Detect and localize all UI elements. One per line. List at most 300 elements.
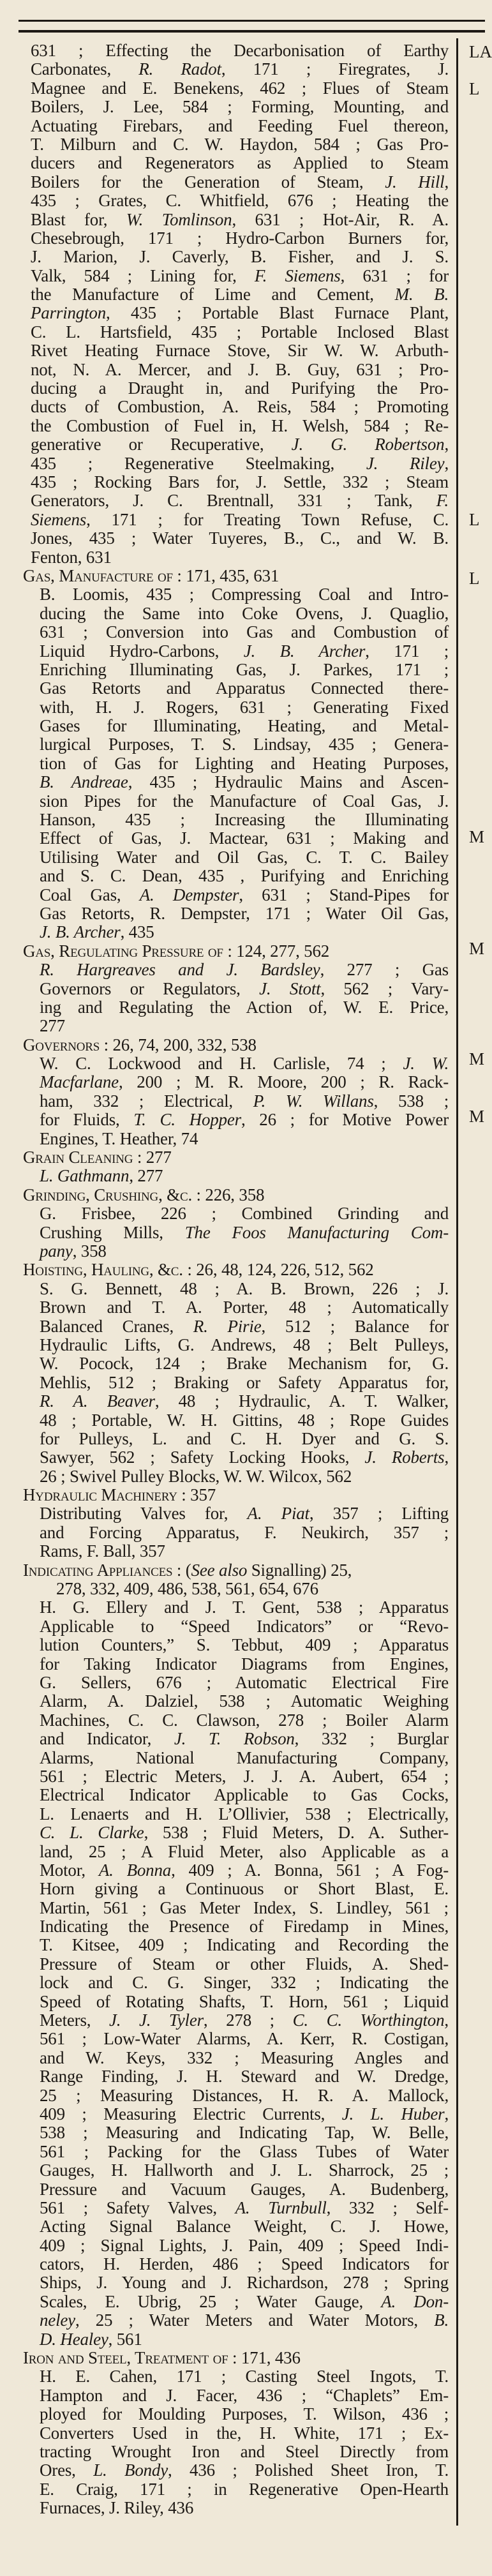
index-line xyxy=(31,529,450,548)
italic-name: C. L. Clarke xyxy=(40,1823,144,1843)
italic-name: D. Healey xyxy=(40,2329,108,2349)
text-run: W. Pocock, 124 ; Brake Mechanism for, G. xyxy=(40,1354,449,1374)
text-run: 561 ; Safety Valves, xyxy=(40,2198,235,2217)
cropped-letter: M xyxy=(469,1107,485,1126)
text-run: C. L. Hartsfield, 435 ; Portable Inclosed Blast xyxy=(31,322,449,341)
text-run: B. Loomis, 435 ; Compressing Coal and Intro- xyxy=(40,585,449,604)
text-run: 631 ; Conversion into Gas and Combustion of xyxy=(40,622,449,642)
text-run: Pressure and Vacuum Gauges, A. Budenberg, xyxy=(40,2179,449,2199)
text-run: Boilers for the Generation of Steam, xyxy=(31,172,385,191)
italic-name: J. Riley xyxy=(366,453,445,473)
text-run: ducing a Draught in, and Purifying the Pro- xyxy=(31,378,449,398)
text-run: Magnee and E. Benekens, 462 ; Flues of Steam xyxy=(31,78,449,98)
index-line xyxy=(40,1204,450,1223)
index-line xyxy=(31,117,450,135)
index-line xyxy=(40,1017,450,1035)
text-run: , 436 ; Polished Sheet Iron, T. xyxy=(168,2460,449,2480)
text-run: 561 ; Packing for the Glass Tubes of Water xyxy=(40,2141,449,2161)
text-run: 409 ; Measuring Electric Currents, xyxy=(40,2104,342,2123)
text-run: lock and C. G. Singer, 332 ; Indicating the xyxy=(40,1973,449,1993)
text-run: the Combustion of Fuel in, H. Welsh, 584 ; Re- xyxy=(31,416,449,435)
index-line xyxy=(40,1542,450,1561)
index-line xyxy=(40,2386,450,2405)
heading-title: Governors xyxy=(23,1035,100,1054)
index-line xyxy=(31,173,450,191)
text-run: Ships, J. Young and J. Richardson, 278 ; Spring xyxy=(40,2273,449,2293)
text-run: cators, H. Herden, 486 ; Speed Indicators for xyxy=(40,2254,449,2274)
header-rule-top xyxy=(19,20,485,22)
index-line xyxy=(40,848,450,867)
text-run: Coal Gas, xyxy=(40,885,140,904)
text-run: : 357 xyxy=(177,1485,216,1505)
text-run: , xyxy=(444,2104,449,2123)
index-line xyxy=(40,2480,450,2499)
italic-name: J. T. Robson xyxy=(174,1729,295,1749)
text-run: G. Sellers, 676 ; Automatic Electrical Fire xyxy=(40,1672,449,1692)
index-line xyxy=(40,1092,450,1111)
text-run: , 538 ; Fluid Meters, D. A. Suther- xyxy=(144,1823,449,1843)
text-run: Indicating the Presence of Firedamp in Mines, xyxy=(40,1917,449,1936)
italic-name: T. C. Hopper xyxy=(133,1110,241,1130)
text-run: tracting Wrought Iron and Steel Directly from xyxy=(40,2442,449,2461)
index-line xyxy=(31,511,450,529)
italic-name: R. Radot xyxy=(138,59,221,79)
text-run: , xyxy=(444,435,449,454)
index-line xyxy=(31,211,450,229)
text-run: Motor, xyxy=(40,1860,99,1880)
italic-name: L. Bondy xyxy=(93,2460,168,2480)
italic-name: B. Andreae xyxy=(40,772,128,792)
italic-name: A. Piat xyxy=(247,1504,309,1524)
index-line xyxy=(40,1298,450,1317)
index-line xyxy=(40,2461,450,2480)
index-line xyxy=(40,998,450,1017)
index-line xyxy=(40,642,450,661)
index-line xyxy=(40,2180,450,2199)
index-line xyxy=(40,754,450,773)
text-run: and Indicator, xyxy=(40,1729,174,1749)
text-run: not, N. A. Mercer, and J. B. Guy, 631 ; Pro- xyxy=(31,359,449,379)
index-line xyxy=(40,867,450,885)
index-line xyxy=(40,1861,450,1880)
text-run: land, 25 ; A Fluid Meter, also Applicable as a xyxy=(40,1841,449,1861)
index-line xyxy=(40,961,450,979)
text-run: Converters Used in the, H. White, 171 ; Ex- xyxy=(40,2423,449,2443)
italic-name: B. xyxy=(434,2310,449,2330)
text-run: , 561 xyxy=(108,2329,142,2349)
index-line xyxy=(40,2011,450,2030)
index-line xyxy=(40,811,450,829)
text-run: : 171, 436 xyxy=(228,2348,301,2368)
text-run: , 358 xyxy=(72,1241,107,1261)
text-run: Enriching Illuminating Gas, J. Parkes, 171 ; xyxy=(40,659,449,679)
index-line xyxy=(40,1430,450,1448)
text-run: , 171 ; xyxy=(365,641,449,661)
index-line xyxy=(31,191,450,210)
italic-name: C. C. Worthington xyxy=(292,2011,445,2030)
text-run: Gases for Illuminating, Heating, and Metal- xyxy=(40,716,449,736)
index-line xyxy=(40,1843,450,1861)
index-heading xyxy=(23,942,450,961)
index-line xyxy=(40,1392,450,1411)
text-run: Martin, 561 ; Gas Meter Index, S. Lindley, 561 ; xyxy=(40,1898,449,1917)
text-run: 409 ; Signal Lights, J. Pain, 409 ; Speed Indi- xyxy=(40,2235,449,2255)
text-run: 435 ; Grates, C. Whitfield, 676 ; Heating the xyxy=(31,191,449,211)
text-run: Horn giving a Continuous or Short Blast, E. xyxy=(40,1879,449,1899)
text-run: for Taking Indicator Diagrams from Engines, xyxy=(40,1654,449,1674)
text-run: Sawyer, 562 ; Safety Locking Hooks, xyxy=(40,1448,365,1467)
text-run: Governors or Regulators, xyxy=(40,978,260,998)
text-run: , 562 ; Vary- xyxy=(320,978,449,998)
text-run: , 512 ; Balance for xyxy=(261,1316,449,1336)
heading-title: Indicating Appliances xyxy=(23,1560,173,1580)
text-run: Furnaces, J. Riley, 436 xyxy=(40,2498,194,2518)
heading-title: Gas, Manufacture of xyxy=(23,565,173,585)
text-run: Gas Retorts and Apparatus Connected there- xyxy=(40,678,449,698)
index-line xyxy=(40,2293,450,2311)
heading-title: Hoisting, Hauling, &c. xyxy=(23,1260,183,1280)
text-run: Crushing Mills, xyxy=(40,1222,185,1242)
heading-title: Grinding, Crushing, &c. xyxy=(23,1185,192,1204)
italic-name: R. Hargreaves and J. Bardsley xyxy=(40,960,320,980)
index-line xyxy=(40,698,450,717)
index-line xyxy=(40,1317,450,1336)
index-line xyxy=(40,2499,450,2517)
italic-name: P. W. Willans xyxy=(253,1091,374,1111)
text-run: , xyxy=(444,1448,449,1467)
text-run: Engines, T. Heather, 74 xyxy=(40,1128,198,1148)
text-run: Electrical Indicator Applicable to Gas Cocks, xyxy=(40,1785,449,1805)
text-run: Machines, C. C. Clawson, 278 ; Boiler Alarm xyxy=(40,1710,449,1730)
index-line xyxy=(31,398,450,416)
index-line xyxy=(40,1242,450,1261)
text-run: T. Milburn and C. W. Haydon, 584 ; Gas Pro- xyxy=(31,134,449,154)
text-run: Pressure of Steam or other Fluids, A. Shed- xyxy=(40,1954,449,1973)
text-run: and Forcing Apparatus, F. Neukirch, 357 ; xyxy=(40,1522,449,1542)
text-run: Meters, xyxy=(40,2011,109,2030)
index-line xyxy=(40,2067,450,2086)
index-line xyxy=(40,1448,450,1467)
index-line xyxy=(40,1167,450,1185)
italic-name: A. Dempster xyxy=(139,885,239,904)
italic-name: Siemens xyxy=(31,509,87,529)
text-run: Applicable to “Speed Indicators” or “Revo- xyxy=(40,1616,449,1636)
index-line xyxy=(40,604,450,623)
index-line xyxy=(40,1111,450,1129)
header-rule-bottom xyxy=(19,30,485,33)
index-heading xyxy=(23,1036,450,1054)
heading-title: Grain Cleaning xyxy=(23,1148,133,1167)
italic-name: R. Pirie xyxy=(193,1316,262,1336)
index-line xyxy=(40,923,450,941)
text-run: , 435 xyxy=(120,922,154,942)
italic-name: J. J. Tyler xyxy=(108,2011,204,2030)
text-run: ducts of Combustion, A. Reis, 584 ; Promoting xyxy=(31,397,449,417)
index-line xyxy=(40,1280,450,1298)
index-line xyxy=(31,454,450,473)
text-run: : 226, 358 xyxy=(192,1185,265,1204)
text-run: Valk, 584 ; Lining for, xyxy=(31,266,255,285)
heading-title: Iron and Steel, Treatment of xyxy=(23,2348,228,2368)
cropped-letter: M xyxy=(469,939,485,958)
index-line xyxy=(40,1749,450,1767)
text-run: Speed of Rotating Shafts, T. Horn, 561 ; Liquid xyxy=(40,1991,449,2011)
text-run: Rivet Heating Furnace Stove, Sir W. W. Arbuth- xyxy=(31,341,449,361)
index-line xyxy=(31,154,450,172)
text-run: Boilers, J. Lee, 584 ; Forming, Mounting, and xyxy=(31,97,449,117)
index-line xyxy=(31,361,450,379)
index-line xyxy=(40,829,450,848)
text-run: ducers and Regenerators as Applied to Steam xyxy=(31,153,449,173)
index-line xyxy=(40,1130,450,1148)
index-line xyxy=(40,792,450,811)
text-run: : 171, 435, 631 xyxy=(172,565,280,585)
text-run: 48 ; Portable, W. H. Gittins, 48 ; Rope Guides xyxy=(40,1410,449,1430)
index-line xyxy=(40,1730,450,1748)
index-line xyxy=(31,341,450,360)
text-run: for Fluids, xyxy=(40,1110,134,1130)
text-run: Brown and T. A. Porter, 48 ; Automatically xyxy=(40,1298,449,1317)
index-line xyxy=(31,41,450,60)
index-line xyxy=(40,1917,450,1936)
index-heading xyxy=(23,567,450,585)
italic-name: J. Hill xyxy=(385,172,445,191)
text-run: Fenton, 631 xyxy=(31,547,112,567)
text-run: Blast for, xyxy=(31,209,126,229)
text-run: lurgical Purposes, T. S. Lindsay, 435 ; Genera- xyxy=(40,735,449,754)
index-line xyxy=(40,1504,450,1523)
index-line xyxy=(40,717,450,735)
italic-name: L. Gathmann xyxy=(40,1166,130,1186)
index-line xyxy=(40,2311,450,2330)
text-run: ing and Regulating the Action of, W. E. Price, xyxy=(40,997,449,1017)
text-run: , 200 ; M. R. Moore, 200 ; R. Rack- xyxy=(118,1072,449,1092)
italic-name: See also xyxy=(191,1560,248,1580)
text-run: , 277 xyxy=(129,1166,163,1186)
text-run: : ( xyxy=(172,1560,191,1580)
index-line xyxy=(31,304,450,322)
index-line xyxy=(31,60,450,79)
index-line xyxy=(40,2443,450,2461)
index-line xyxy=(40,2086,450,2105)
italic-name: M. B. xyxy=(394,285,449,304)
text-run: ham, 332 ; Electrical, xyxy=(40,1091,253,1111)
text-run: Balanced Cranes, xyxy=(40,1316,193,1336)
index-line xyxy=(31,248,450,266)
italic-name: pany xyxy=(40,1241,73,1261)
italic-name: neley xyxy=(40,2310,75,2330)
index-line xyxy=(40,2143,450,2161)
italic-name: A. Bonna xyxy=(98,1860,172,1880)
index-heading xyxy=(23,2349,450,2367)
cropped-letter: L xyxy=(469,510,480,529)
text-run: : 124, 277, 562 xyxy=(223,941,330,961)
text-run: , 277 ; Gas xyxy=(320,960,449,980)
text-run: , 332 ; Burglar xyxy=(294,1729,449,1749)
italic-name: Macfarlane xyxy=(40,1072,119,1092)
text-run: Gauges, H. Hallworth and J. L. Sharrock, 25 ; xyxy=(40,2160,449,2180)
index-line xyxy=(40,1524,450,1542)
text-run: W. C. Lockwood and H. Carlisle, 74 ; xyxy=(40,1054,403,1074)
italic-name: J. G. Robertson xyxy=(291,435,445,454)
text-run: 277 xyxy=(40,1016,65,1036)
text-run: ducing the Same into Coke Ovens, J. Quaglio, xyxy=(40,603,449,623)
text-run: 631 ; Effecting the Decarbonisation of Earthy xyxy=(31,41,449,60)
index-line xyxy=(40,2236,450,2255)
text-run: Distributing Valves for, xyxy=(40,1504,248,1524)
text-run: Utilising Water and Oil Gas, C. T. C. Bailey xyxy=(40,847,449,867)
index-line xyxy=(40,2105,450,2123)
text-run: , 435 ; Portable Blast Furnace Plant, xyxy=(106,303,449,323)
index-line xyxy=(31,417,450,435)
text-run: Chesebrough, 171 ; Hydro-Carbon Burners for, xyxy=(31,228,449,248)
text-run: for Pulleys, L. and C. H. Dyer and G. S. xyxy=(40,1428,449,1448)
text-run: , 25 ; Water Meters and Water Motors, xyxy=(75,2310,435,2330)
text-run: lution Counters,” S. Tebbut, 409 ; Apparatus xyxy=(40,1635,449,1655)
text-run: 435 ; Regenerative Steelmaking, xyxy=(31,453,366,473)
index-line xyxy=(31,135,450,154)
index-line xyxy=(40,1054,450,1073)
index-line xyxy=(40,2424,450,2443)
text-run: , 631 ; Hot-Air, R. A. xyxy=(232,209,449,229)
index-line xyxy=(40,1073,450,1091)
text-run: , xyxy=(444,453,449,473)
text-run: , 631 ; for xyxy=(340,266,449,285)
text-run: with, H. J. Rogers, 631 ; Generating Fixed xyxy=(40,697,449,717)
index-heading xyxy=(23,1186,450,1204)
text-run: Gas Retorts, R. Dempster, 171 ; Water Oil Gas, xyxy=(40,903,449,923)
index-heading xyxy=(23,1486,450,1504)
text-run: , 409 ; A. Bonna, 561 ; A Fog- xyxy=(171,1860,449,1880)
text-run: 435 ; Rocking Bars for, J. Settle, 332 ; Steam xyxy=(31,472,449,491)
index-line xyxy=(40,980,450,998)
index-line xyxy=(40,661,450,679)
italic-name: J. L. Huber xyxy=(341,2104,445,2123)
index-line xyxy=(40,904,450,923)
index-line xyxy=(31,229,450,248)
italic-name: J. Roberts xyxy=(364,1448,445,1467)
heading-title: Hydraulic Machinery xyxy=(23,1485,177,1505)
text-run: , 357 ; Lifting xyxy=(309,1504,449,1524)
text-run: Actuating Firebars, and Feeding Fuel thereon, xyxy=(31,116,449,135)
italic-name: J. B. Archer xyxy=(40,922,121,942)
index-heading xyxy=(23,1261,450,1279)
index-line xyxy=(40,2217,450,2236)
italic-name: J. Stott xyxy=(259,978,321,998)
index-line xyxy=(31,379,450,398)
text-run: , 435 ; Hydraulic Mains and Ascen- xyxy=(128,772,449,792)
cropped-letter: LA xyxy=(469,42,492,61)
italic-name: W. Tomlinson xyxy=(126,209,232,229)
text-run: Carbonates, xyxy=(31,59,139,79)
index-line xyxy=(40,1805,450,1823)
index-line xyxy=(31,491,450,510)
text-run: Hydraulic Lifts, G. Andrews, 48 ; Belt Pulleys, xyxy=(40,1335,449,1354)
text-run: , 332 ; Self- xyxy=(326,2198,449,2217)
index-line xyxy=(40,1374,450,1392)
text-run: 26 ; Swivel Pulley Blocks, W. W. Wilcox, 562 xyxy=(40,1466,352,1486)
index-line xyxy=(40,2273,450,2292)
text-run: 561 ; Electric Meters, J. J. A. Aubert, 654 ; xyxy=(40,1766,449,1786)
text-run: Alarms, National Manufacturing Company, xyxy=(40,1748,449,1767)
italic-name: R. A. Beaver xyxy=(40,1391,155,1411)
index-line xyxy=(40,773,450,791)
index-line xyxy=(40,1880,450,1898)
heading-title: Gas, Regulating Pressure of xyxy=(23,941,223,961)
text-run: , 48 ; Hydraulic, A. T. Walker, xyxy=(154,1391,449,1411)
index-line xyxy=(40,2367,450,2386)
index-line xyxy=(40,1973,450,1992)
index-line xyxy=(40,1711,450,1730)
index-line xyxy=(40,2049,450,2067)
index-line xyxy=(40,623,450,641)
index-line xyxy=(31,285,450,304)
text-run: the Manufacture of Lime and Cement, xyxy=(31,285,395,304)
text-run: , xyxy=(444,2011,449,2030)
italic-name: Parrington xyxy=(31,303,107,323)
text-run: : 26, 48, 124, 226, 512, 562 xyxy=(183,1260,374,1280)
index-line xyxy=(40,2330,450,2349)
cropped-letter: M xyxy=(469,827,485,846)
index-line xyxy=(40,1411,450,1430)
index-line xyxy=(31,435,450,454)
italic-name: J. B. Archer xyxy=(243,641,366,661)
index-line xyxy=(31,98,450,116)
index-line xyxy=(40,1336,450,1354)
index-line xyxy=(40,1655,450,1674)
index-line xyxy=(40,1598,450,1617)
text-run: , 171 ; for Treating Town Refuse, C. xyxy=(86,509,449,529)
text-run: Signalling) 25, xyxy=(247,1560,352,1580)
text-run: G. Frisbee, 226 ; Combined Grinding and xyxy=(40,1204,449,1224)
index-line xyxy=(40,585,450,604)
text-run: and W. Keys, 332 ; Measuring Angles and xyxy=(40,2048,449,2067)
text-run: Liquid Hydro-Carbons, xyxy=(40,641,244,661)
text-run: Jones, 435 ; Water Tuyeres, B., C., and W. B. xyxy=(31,528,449,548)
text-run: H. E. Cahen, 171 ; Casting Steel Ingots, T. xyxy=(40,2367,449,2386)
text-run: : 26, 74, 200, 332, 538 xyxy=(100,1035,257,1054)
text-run: ployed for Moulding Purposes, T. Wilson, 436 ; xyxy=(40,2404,449,2424)
italic-name: The Foos Manufacturing Com- xyxy=(184,1222,449,1242)
text-run: and S. C. Dean, 435 , Purifying and Enriching xyxy=(40,866,449,886)
index-line xyxy=(40,1899,450,1917)
column-divider xyxy=(456,38,458,2526)
italic-name: F. xyxy=(436,491,449,511)
italic-name: J. W. xyxy=(403,1054,449,1074)
index-column xyxy=(0,41,450,2518)
index-line xyxy=(40,1674,450,1692)
text-run: , 26 ; for Motive Power xyxy=(241,1110,449,1130)
index-line xyxy=(40,2405,450,2423)
text-run: Ores, xyxy=(40,2460,94,2480)
index-line xyxy=(40,1692,450,1711)
italic-name: F. Siemens xyxy=(254,266,341,285)
index-heading xyxy=(23,1148,450,1167)
index-line xyxy=(31,473,450,491)
text-run: , 538 ; xyxy=(373,1091,449,1111)
text-run: E. Craig, 171 ; in Regenerative Open-Hearth xyxy=(40,2479,449,2499)
text-run: L. Lenaerts and H. L’Ollivier, 538 ; Electrically, xyxy=(40,1804,449,1823)
index-line xyxy=(40,1993,450,2011)
index-line xyxy=(40,1786,450,1804)
text-run: Acting Signal Balance Weight, C. J. Howe, xyxy=(40,2217,449,2236)
text-run: J. Marion, J. Caverly, B. Fisher, and J. S. xyxy=(31,247,449,267)
text-run: Generators, J. C. Brentnall, 331 ; Tank, xyxy=(31,491,436,511)
text-run: T. Kitsee, 409 ; Indicating and Recording the xyxy=(40,1935,449,1955)
text-run: Rams, F. Ball, 357 xyxy=(40,1541,165,1561)
cropped-letter: M xyxy=(469,1049,485,1068)
text-run: 538 ; Measuring and Indicating Tap, W. Belle, xyxy=(40,2123,449,2143)
